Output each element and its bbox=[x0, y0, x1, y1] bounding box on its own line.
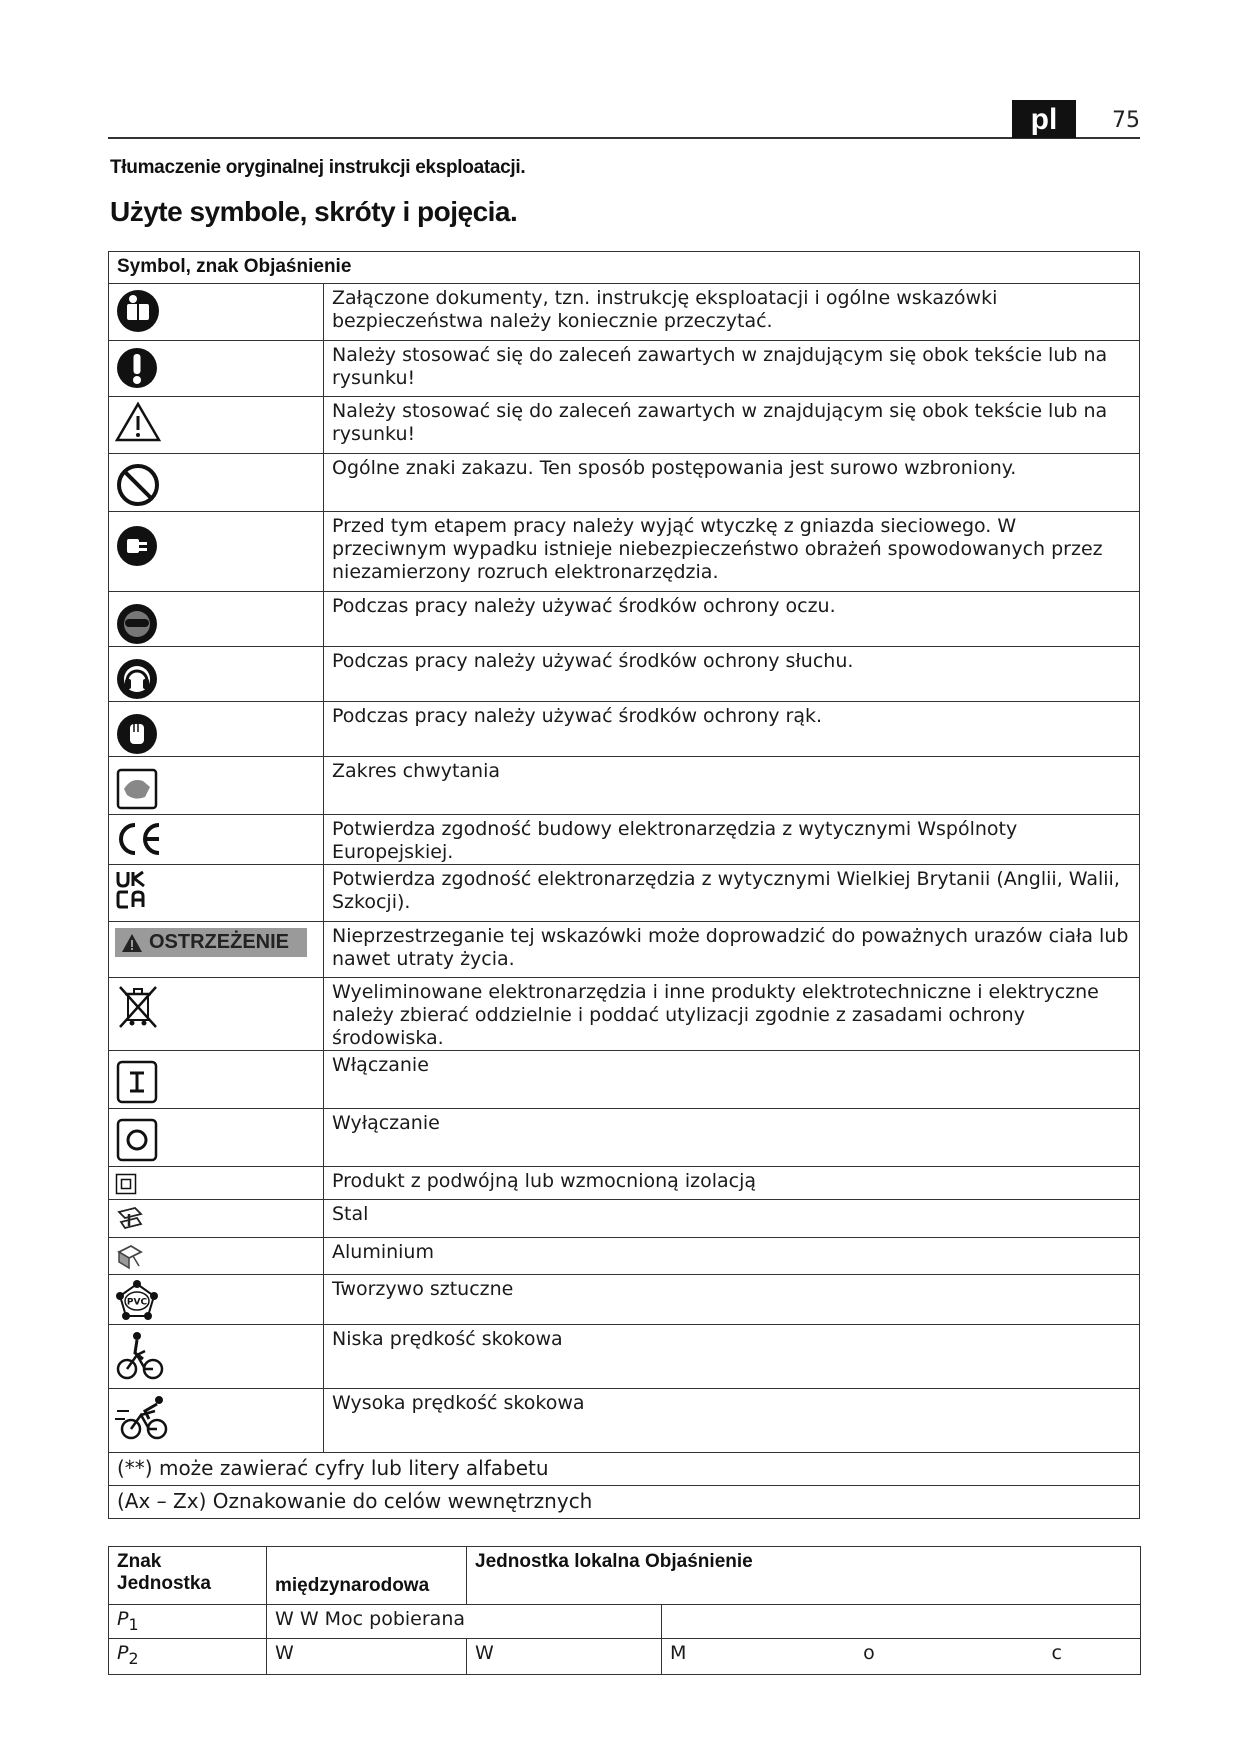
table-row bbox=[109, 1275, 1140, 1325]
hand-protection-icon bbox=[115, 712, 159, 756]
footnote-row bbox=[109, 1453, 1140, 1486]
symbol-cell bbox=[109, 1109, 324, 1167]
footnote-cell: (Ax – Zx) Oznakowanie do celów wewnętrznych bbox=[109, 1486, 1140, 1519]
sign-cell bbox=[109, 1605, 267, 1639]
footnote-cell: (**) może zawierać cyfry lub litery alfabetu bbox=[109, 1453, 1140, 1486]
symbol-cell bbox=[109, 512, 324, 592]
symbol-cell bbox=[109, 1238, 324, 1275]
table-row bbox=[109, 1238, 1140, 1275]
description-cell: Podczas pracy należy używać środków ochrony rąk. bbox=[324, 702, 1140, 757]
page-number: 75 bbox=[1112, 108, 1140, 133]
units-table-header bbox=[109, 1547, 1141, 1605]
symbol-cell bbox=[109, 815, 324, 865]
pvc-label: PVC bbox=[126, 1297, 148, 1308]
symbol-cell bbox=[109, 757, 324, 815]
expl-fragment: o bbox=[863, 1642, 875, 1664]
symbols-table-header bbox=[109, 252, 1140, 284]
double-insulation-icon bbox=[115, 1173, 137, 1195]
weee-bin-icon bbox=[115, 982, 161, 1030]
symbol-cell bbox=[109, 1389, 324, 1453]
table-row bbox=[109, 865, 1140, 922]
ce-mark-icon bbox=[115, 819, 163, 859]
eye-protection-icon bbox=[115, 602, 159, 646]
table-row bbox=[109, 1389, 1140, 1453]
low-stroke-speed-icon bbox=[115, 1329, 165, 1381]
grip-area-icon bbox=[115, 767, 159, 811]
table-row bbox=[109, 1109, 1140, 1167]
warning-badge-icon bbox=[115, 928, 307, 957]
description-cell: Włączanie bbox=[324, 1051, 1140, 1109]
header-rule bbox=[108, 137, 1140, 139]
intl-cell: W W Moc pobierana bbox=[267, 1605, 662, 1639]
table-row bbox=[109, 592, 1140, 647]
table-row bbox=[109, 978, 1140, 1051]
prohibition-icon bbox=[115, 462, 161, 508]
hearing-protection-icon bbox=[115, 657, 159, 701]
description-cell: Podczas pracy należy używać środków ochrony słuchu. bbox=[324, 647, 1140, 702]
table-row bbox=[109, 1325, 1140, 1389]
description-cell: Należy stosować się do zaleceń zawartych w znajdującym się obok tekście lub na rysunku! bbox=[324, 397, 1140, 454]
symbol-cell bbox=[109, 702, 324, 757]
symbol-cell bbox=[109, 341, 324, 397]
intl-cell: W bbox=[267, 1639, 467, 1675]
exclamation-icon bbox=[115, 345, 159, 391]
table-row bbox=[109, 922, 1140, 978]
symbol-cell bbox=[109, 1051, 324, 1109]
symbol-cell bbox=[109, 978, 324, 1051]
warning-triangle-icon bbox=[121, 933, 143, 953]
table-row bbox=[109, 815, 1140, 865]
description-cell: Zakres chwytania bbox=[324, 757, 1140, 815]
table-row bbox=[109, 647, 1140, 702]
steel-icon bbox=[115, 1204, 145, 1234]
footnote-row bbox=[109, 1486, 1140, 1519]
description-cell: Podczas pracy należy używać środków ochrony oczu. bbox=[324, 592, 1140, 647]
read-manual-icon bbox=[115, 288, 161, 334]
description-cell: Wyłączanie bbox=[324, 1109, 1140, 1167]
symbol-cell bbox=[109, 922, 324, 978]
sign-cell bbox=[109, 1639, 267, 1675]
symbol-cell bbox=[109, 284, 324, 341]
warning-triangle-icon bbox=[115, 401, 161, 443]
unplug-icon bbox=[115, 524, 159, 568]
description-cell: Tworzywo sztuczne bbox=[324, 1275, 1140, 1325]
symbols-table bbox=[108, 251, 1140, 1519]
expl-fragment: M bbox=[670, 1642, 687, 1664]
table-row bbox=[109, 1605, 1141, 1639]
units-table bbox=[108, 1546, 1141, 1675]
table-row bbox=[109, 1051, 1140, 1109]
description-cell: Należy stosować się do zaleceń zawartych w znajdującym się obok tekście lub na rysunku! bbox=[324, 341, 1140, 397]
symbol-cell bbox=[109, 397, 324, 454]
symbol-cell bbox=[109, 1275, 324, 1325]
description-cell: Załączone dokumenty, tzn. instrukcję eksploatacji i ogólne wskazówki bezpieczeństwa należy koniecznie przeczytać. bbox=[324, 284, 1140, 341]
table-row bbox=[109, 284, 1140, 341]
table-row bbox=[109, 341, 1140, 397]
description-cell: Wyeliminowane elektronarzędzia i inne produkty elektrotechniczne i elektryczne należy zbierać oddzielnie i poddać utylizacji zgodnie z zasadami ochrony środowiska. bbox=[324, 978, 1140, 1051]
translation-note: Tłumaczenie oryginalnej instrukcji eksploatacji. bbox=[110, 157, 526, 178]
header-sign-cell: Znak Jednostka bbox=[109, 1547, 267, 1605]
warning-badge-label: OSTRZEŻENIE bbox=[149, 931, 290, 953]
description-cell: Aluminium bbox=[324, 1238, 1140, 1275]
table-row bbox=[109, 397, 1140, 454]
description-cell: Przed tym etapem pracy należy wyjąć wtyczkę z gniazda sieciowego. W przeciwnym wypadku istnieje niebezpieczeństwo obrażeń spowodowanych przez niezamierzony rozruch elektronarzędzia. bbox=[324, 512, 1140, 592]
table-row bbox=[109, 1639, 1141, 1675]
sign-symbol: P bbox=[117, 1608, 129, 1630]
description-cell: Nieprzestrzeganie tej wskazówki może doprowadzić do poważnych urazów ciała lub nawet utraty życia. bbox=[324, 922, 1140, 978]
high-stroke-speed-icon bbox=[115, 1393, 173, 1441]
table-row bbox=[109, 757, 1140, 815]
plastic-pvc-icon bbox=[115, 1279, 159, 1323]
expl-cell bbox=[662, 1605, 1141, 1639]
symbol-cell bbox=[109, 592, 324, 647]
symbol-cell bbox=[109, 865, 324, 922]
description-cell: Ogólne znaki zakazu. Ten sposób postępowania jest surowo wzbroniony. bbox=[324, 454, 1140, 512]
table-row bbox=[109, 702, 1140, 757]
description-cell: Produkt z podwójną lub wzmocnioną izolacją bbox=[324, 1167, 1140, 1200]
symbols-header-cell: Symbol, znak Objaśnienie bbox=[109, 252, 1140, 284]
symbol-cell bbox=[109, 1167, 324, 1200]
header-local-cell: Jednostka lokalna Objaśnienie bbox=[467, 1547, 1141, 1605]
description-cell: Niska prędkość skokowa bbox=[324, 1325, 1140, 1389]
sign-subscript: 1 bbox=[128, 1614, 139, 1634]
header-intl-cell: międzynarodowa bbox=[267, 1547, 467, 1605]
symbol-cell bbox=[109, 647, 324, 702]
description-cell: Wysoka prędkość skokowa bbox=[324, 1389, 1140, 1453]
language-tab: pl bbox=[1012, 100, 1076, 138]
table-row bbox=[109, 512, 1140, 592]
table-row bbox=[109, 1167, 1140, 1200]
description-cell: Stal bbox=[324, 1200, 1140, 1238]
local-cell: W bbox=[467, 1639, 662, 1675]
section-title: Użyte symbole, skróty i pojęcia. bbox=[110, 196, 518, 227]
description-cell: Potwierdza zgodność elektronarzędzia z wytycznymi Wielkiej Brytanii (Anglii, Walii, Szkocji). bbox=[324, 865, 1140, 922]
table-row bbox=[109, 454, 1140, 512]
sign-symbol: P bbox=[117, 1642, 129, 1664]
expl-fragment: c bbox=[1051, 1642, 1062, 1664]
symbol-cell bbox=[109, 1325, 324, 1389]
table-row bbox=[109, 1200, 1140, 1238]
power-off-icon bbox=[115, 1117, 159, 1163]
symbol-cell bbox=[109, 1200, 324, 1238]
expl-cell bbox=[662, 1639, 1141, 1675]
sign-subscript: 2 bbox=[128, 1648, 139, 1668]
description-cell: Potwierdza zgodność budowy elektronarzędzia z wytycznymi Wspólnoty Europejskiej. bbox=[324, 815, 1140, 865]
power-on-icon bbox=[115, 1059, 159, 1105]
ukca-mark-icon bbox=[115, 869, 151, 911]
aluminium-icon bbox=[115, 1242, 145, 1272]
symbol-cell bbox=[109, 454, 324, 512]
